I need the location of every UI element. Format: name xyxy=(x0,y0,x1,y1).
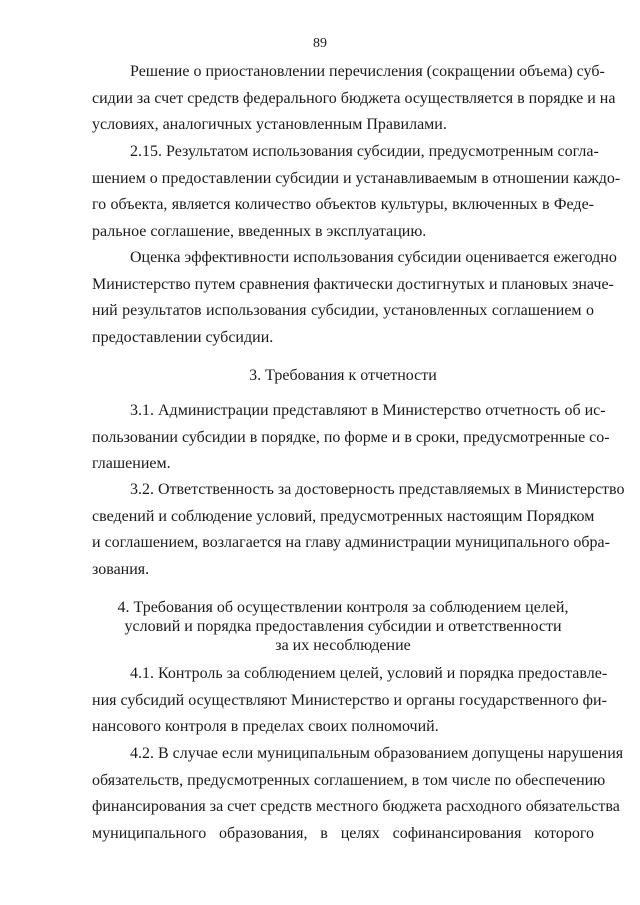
paragraph-3-2 xyxy=(92,477,625,583)
text-line: финансирования за счет средств местного бюджета расходного обязательства xyxy=(92,798,620,815)
page-number: 89 xyxy=(313,36,327,51)
text-line: 4.1. Контроль за соблюдением целей, условий и порядка предоставле- xyxy=(130,665,608,682)
heading-line: за их несоблюдение xyxy=(275,637,411,654)
text-line: 4.2. В случае если муниципальным образованием допущены нарушения xyxy=(130,745,624,762)
text-line: го объекта, является количество объектов культуры, включенных в Феде- xyxy=(92,196,594,213)
paragraph-4-1 xyxy=(92,661,608,741)
text-line: шением о предоставлении субсидии и устанавливаемым в отношении каждо- xyxy=(92,169,621,187)
text-line: обязательств, предусмотренных соглашением, в том числе по обеспечению xyxy=(92,771,606,789)
paragraph-3-1 xyxy=(92,398,610,478)
text-line: сидии за счет средств федерального бюджета осуществляется в порядке и на xyxy=(92,89,616,107)
text-line: и соглашением, возлагается на главу администрации муниципального обра- xyxy=(92,534,610,551)
text-line: ния субсидий осуществляют Министерство и органы государственного фи- xyxy=(92,691,607,709)
heading-line: условий и порядка предоставления субсидии и ответственности xyxy=(124,618,562,635)
paragraph-suspension-decision xyxy=(92,59,616,139)
paragraph-2-15 xyxy=(92,139,621,245)
text-line: нансового контроля в пределах своих полномочий. xyxy=(92,718,439,735)
text-line: предоставлении субсидии. xyxy=(92,328,274,346)
section-heading-4 xyxy=(92,598,594,655)
text-line: условиях, аналогичных установленным Правилами. xyxy=(92,116,447,133)
text-line: ральное соглашение, введенных в эксплуатацию. xyxy=(92,222,427,240)
text-line: ний результатов использования субсидии, установленных соглашением о xyxy=(92,302,594,319)
text-line: Решение о приостановлении перечисления (сокращении объема) суб- xyxy=(130,63,605,80)
text-line: глашением. xyxy=(92,455,171,472)
text-line: зования. xyxy=(92,560,150,578)
text-line: муниципального образования, в целях софинансирования которого xyxy=(92,824,594,842)
text-line: 2.15. Результатом использования субсидии, предусмотренным согла- xyxy=(130,143,599,160)
paragraph-efficiency-evaluation xyxy=(92,245,617,351)
heading-line: 3. Требования к отчетности xyxy=(249,367,437,384)
text-line: Оценка эффективности использования субсидии оценивается ежегодно xyxy=(130,249,617,266)
section-heading-3 xyxy=(92,366,594,385)
text-line: 3.1. Администрации представляют в Министерство отчетность об ис- xyxy=(130,402,606,419)
text-line: Министерство путем сравнения фактически достигнутых и плановых значе- xyxy=(92,275,614,293)
paragraph-4-2 xyxy=(92,741,624,847)
text-line: сведений и соблюдение условий, предусмотренных настоящим Порядком xyxy=(92,507,595,525)
heading-line: 4. Требования об осуществлении контроля за соблюдением целей, xyxy=(117,599,569,616)
text-line: пользовании субсидии в порядке, по форме и в сроки, предусмотренные со- xyxy=(92,428,610,446)
text-line: 3.2. Ответственность за достоверность представляемых в Министерство xyxy=(130,481,625,498)
